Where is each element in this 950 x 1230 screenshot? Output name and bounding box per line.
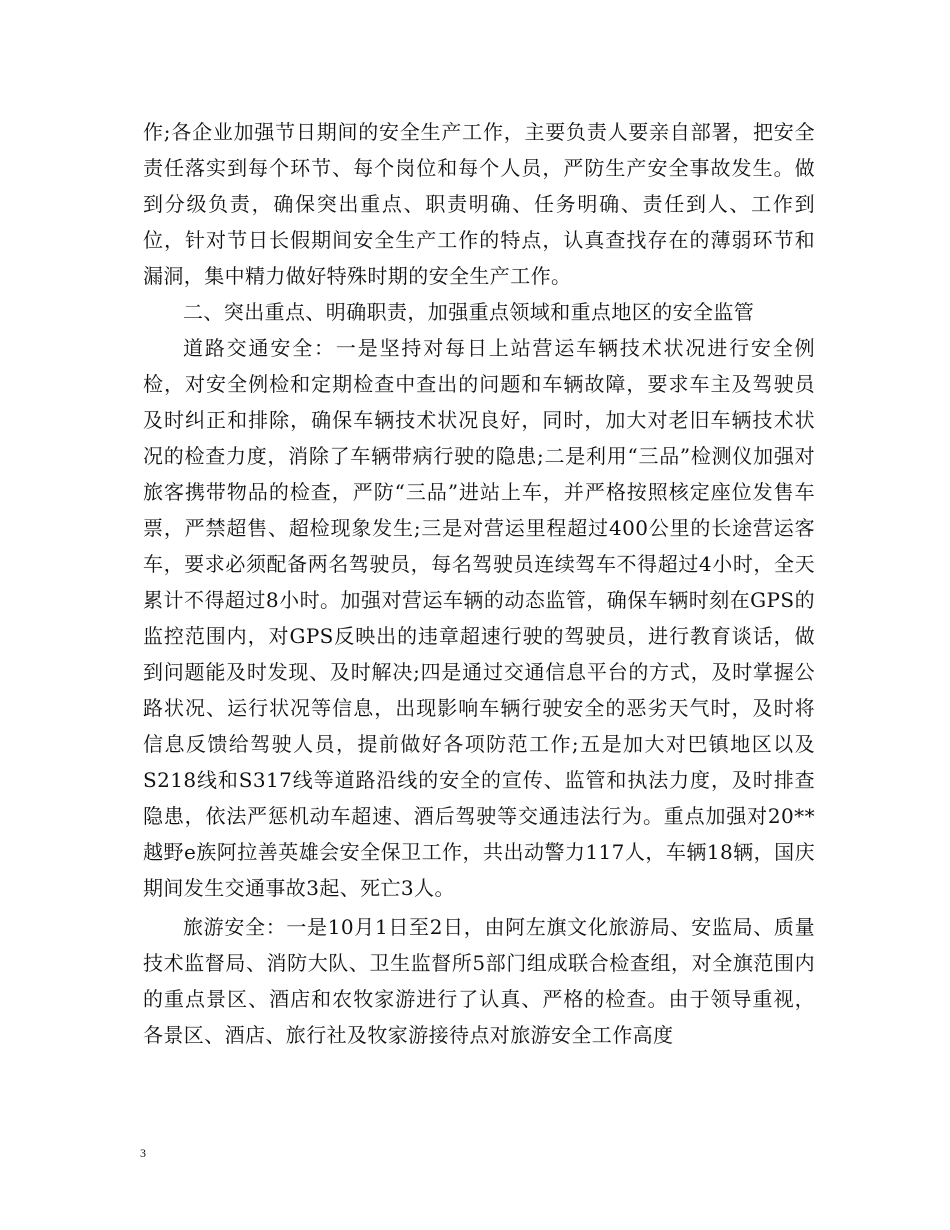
- paragraph-continuation: 作;各企业加强节日期间的安全生产工作，主要负责人要亲自部署，把安全责任落实到每个环节、每个岗位和每个人员，严防生产安全事故发生。做到分级负责，确保突出重点、职责明确、任务明确、责任到人、工作到位，针对节日长假期间安全生产工作的特点，认真查找存在的薄弱环节和漏洞，集中精力做好特殊时期的安全生产工作。: [143, 120, 815, 288]
- page-number: 3: [140, 1146, 146, 1160]
- section-heading: 二、突出重点、明确职责，加强重点领域和重点地区的安全监管: [183, 300, 755, 324]
- paragraph-road-traffic-safety: 道路交通安全：一是坚持对每日上站营运车辆技术状况进行安全例检，对安全例检和定期检查中查出的问题和车辆故障，要求车主及驾驶员及时纠正和排除，确保车辆技术状况良好，同时，加大对老旧车辆技术状况的检查力度，消除了车辆带病行驶的隐患;二是利用“三品”检测仪加强对旅客携带物品的检查，严防“三品”进站上车，并严格按照核定座位发售车票，严禁超售、超检现象发生;三是对营运里程超过400公里的长途营运客车，要求必须配备两名驾驶员，每名驾驶员连续驾车不得超过4小时，全天累计不得超过8小时。加强对营运车辆的动态监管，确保车辆时刻在GPS的监控范围内，对GPS反映出的违章超速行驶的驾驶员，进行教育谈话，做到问题能及时发现、及时解决;四是通过交通信息平台的方式，及时掌握公路状况、运行状况等信息，出现影响车辆行驶安全的恶劣天气时，及时将信息反馈给驾驶人员，提前做好各项防范工作;五是加大对巴镇地区以及S218线和S317线等道路沿线的安全的宣传、监管和执法力度，及时排查隐患，依法严惩机动车超速、酒后驾驶等交通违法行为。重点加强对20**越野e族阿拉善英雄会安全保卫工作，共出动警力117人，车辆18辆，国庆期间发生交通事故3起、死亡3人。: [143, 336, 815, 900]
- paragraph-tourism-safety: 旅游安全：一是10月1日至2日，由阿左旗文化旅游局、安监局、质量技术监督局、消防大队、卫生监督所5部门组成联合检查组，对全旗范围内的重点景区、酒店和农牧家游进行了认真、严格的检查。由于领导重视，各景区、酒店、旅行社及牧家游接待点对旅游安全工作高度: [143, 915, 815, 1047]
- document-body: [143, 114, 815, 1053]
